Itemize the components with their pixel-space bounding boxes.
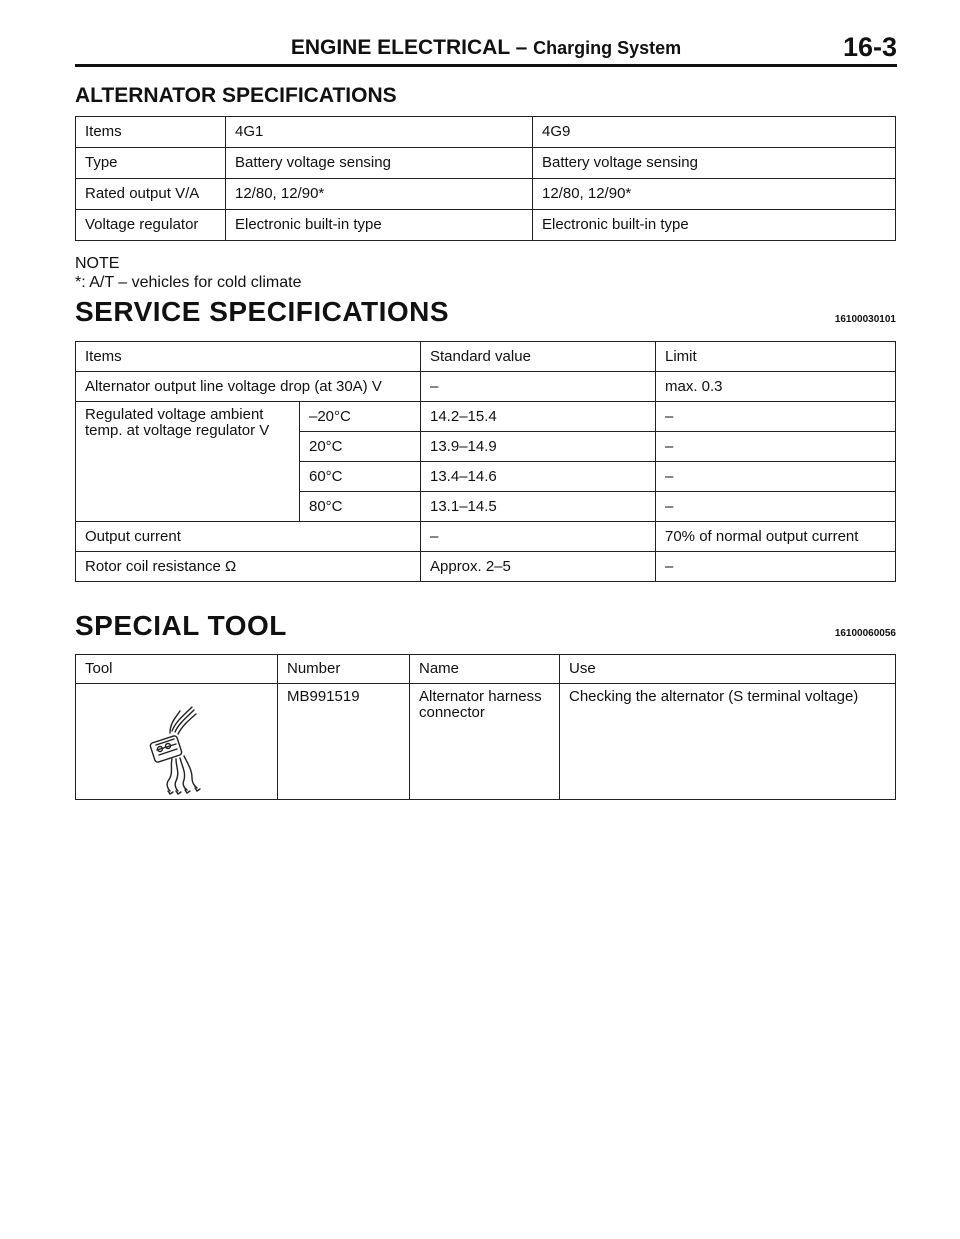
table-cell: 13.4–14.6	[421, 462, 656, 492]
header-dash: –	[509, 36, 534, 59]
table-cell: Rotor coil resistance Ω	[76, 552, 421, 582]
page-header	[75, 32, 897, 66]
table-cell: max. 0.3	[656, 372, 896, 402]
table-header-cell: Limit	[656, 342, 896, 372]
alternator-specs-table	[75, 116, 896, 241]
table-cell: 20°C	[300, 432, 421, 462]
table-header-cell: Standard value	[421, 342, 656, 372]
table-cell: –20°C	[300, 402, 421, 432]
table-cell: 13.9–14.9	[421, 432, 656, 462]
table-cell: –	[656, 492, 896, 522]
table-header-cell: Tool	[76, 655, 278, 684]
table-cell: Battery voltage sensing	[226, 148, 533, 179]
service-specs-code: 16100030101	[834, 314, 896, 325]
tool-number: MB991519	[278, 684, 410, 800]
table-cell: Items	[76, 117, 226, 148]
table-cell: Rated output V/A	[76, 179, 226, 210]
service-specs-table	[75, 341, 896, 582]
table-header-cell: Number	[278, 655, 410, 684]
table-cell: 4G9	[533, 117, 896, 148]
header-section: ENGINE ELECTRICAL	[290, 36, 510, 59]
service-specs-title: SERVICE SPECIFICATIONS	[75, 296, 450, 327]
table-cell: –	[421, 522, 656, 552]
table-cell: Output current	[76, 522, 421, 552]
table-header-cell: Use	[560, 655, 896, 684]
table-row	[76, 117, 896, 148]
table-cell: 80°C	[300, 492, 421, 522]
table-header-cell: Name	[410, 655, 560, 684]
table-cell: Electronic built-in type	[226, 210, 533, 241]
table-cell: 70% of normal output current	[656, 522, 896, 552]
table-row	[76, 655, 896, 684]
table-cell: Regulated voltage ambient temp. at voltage regulator V	[76, 402, 300, 522]
table-cell: 4G1	[226, 117, 533, 148]
alternator-specs-title: ALTERNATOR SPECIFICATIONS	[75, 84, 397, 107]
table-cell: –	[656, 402, 896, 432]
table-cell: –	[656, 552, 896, 582]
tool-use: Checking the alternator (S terminal voltage)	[560, 684, 896, 800]
special-tool-table	[75, 654, 896, 800]
table-cell: 12/80, 12/90*	[533, 179, 896, 210]
note-text: *: A/T – vehicles for cold climate	[75, 274, 302, 291]
special-tool-code: 16100060056	[834, 628, 896, 639]
table-cell: 60°C	[300, 462, 421, 492]
tool-name: Alternator harness connector	[410, 684, 560, 800]
note-label: NOTE	[75, 255, 120, 272]
table-row	[76, 148, 896, 179]
table-row	[76, 402, 896, 432]
header-rule	[75, 64, 897, 67]
table-cell: –	[421, 372, 656, 402]
special-tool-title: SPECIAL TOOL	[75, 610, 287, 641]
table-cell: Approx. 2–5	[421, 552, 656, 582]
table-cell: Battery voltage sensing	[533, 148, 896, 179]
table-cell: –	[656, 462, 896, 492]
table-cell: –	[656, 432, 896, 462]
table-cell: Electronic built-in type	[533, 210, 896, 241]
table-row	[76, 684, 896, 800]
table-row	[76, 210, 896, 241]
header-title	[75, 36, 897, 60]
tool-image-cell	[76, 684, 278, 800]
table-cell: Voltage regulator	[76, 210, 226, 241]
header-subsection: Charging System	[533, 38, 682, 58]
table-row	[76, 552, 896, 582]
table-row	[76, 522, 896, 552]
table-header-cell: Items	[76, 342, 421, 372]
page-number: 16-3	[842, 32, 897, 62]
table-cell: 12/80, 12/90*	[226, 179, 533, 210]
table-cell: 14.2–15.4	[421, 402, 656, 432]
harness-connector-image	[132, 701, 222, 796]
table-row	[76, 342, 896, 372]
table-cell: Alternator output line voltage drop (at 30A) V	[76, 372, 421, 402]
table-row	[76, 372, 896, 402]
table-cell: 13.1–14.5	[421, 492, 656, 522]
table-row	[76, 179, 896, 210]
table-cell: Type	[76, 148, 226, 179]
